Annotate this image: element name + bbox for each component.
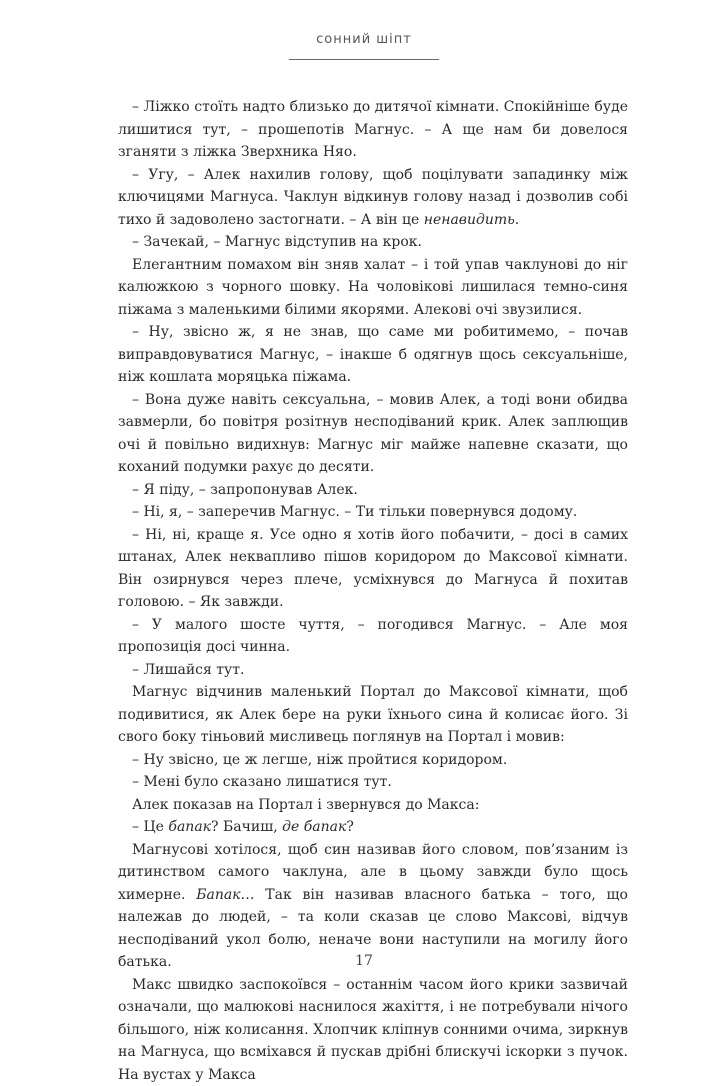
text-run: – Ну, звісно ж, я не знав, що саме ми робитимемо, – почав виправдовуватися Магнус, – інакше б одягнув щось сексуальніше, ніж кошлата моряцька піжама. bbox=[118, 324, 628, 385]
text-run: – Лишайся тут. bbox=[132, 662, 244, 678]
text-run: – Це bbox=[132, 819, 168, 835]
text-run: – Угу, – Алек нахилив голову, щоб поцілувати западинку між ключицями Магнуса. Чаклун відкинув голову назад і дозволив собі тихо й задоволено застогнати. – А він це bbox=[118, 167, 628, 228]
text-run: – У малого шосте чуття, – погодився Магнус. – Але моя пропозиція досі чинна. bbox=[118, 617, 628, 656]
italic-text: де бапак bbox=[282, 819, 346, 835]
running-title: сонний шіпт bbox=[0, 32, 728, 47]
text-run: – Ну звісно, це ж легше, ніж пройтися коридором. bbox=[132, 752, 507, 768]
paragraph bbox=[118, 681, 628, 749]
paragraph bbox=[118, 254, 628, 322]
running-header bbox=[0, 32, 728, 60]
text-run: Елегантним помахом він зняв халат – і той упав чаклунові до ніг калюжкою з чорного шовку. На чоловікові лишилася темно-синя піжама з маленькими білими якорями. Алекові очі звузилися. bbox=[118, 257, 628, 318]
paragraph bbox=[118, 749, 628, 772]
header-rule bbox=[289, 59, 439, 60]
paragraph bbox=[118, 524, 628, 614]
text-run: – Я піду, – запропонував Алек. bbox=[132, 482, 358, 498]
paragraph bbox=[118, 816, 628, 839]
paragraph bbox=[118, 389, 628, 479]
paragraph bbox=[118, 614, 628, 659]
italic-text: ненавидить bbox=[424, 212, 515, 228]
text-run: … Так він називав власного батька – того, що належав до людей, – та коли сказав це слово Максові, відчув несподіваний укол болю, неначе вони наступили на могилу його батька. bbox=[118, 887, 628, 971]
italic-text: бапак bbox=[168, 819, 211, 835]
text-run: – Ліжко стоїть надто близько до дитячої кімнати. Спокійніше буде лишитися тут, – прошепотів Магнус. – А ще нам би довелося зганяти з ліжка Зверхника Няо. bbox=[118, 99, 628, 160]
italic-text: Бапак bbox=[196, 887, 240, 903]
text-run: – Ні, ні, краще я. Усе одно я хотів його побачити, – досі в самих штанах, Алек неквапливо пішов коридором до Максової кімнати. Він озирнувся через плече, усміхнувся до Магнуса й похитав головою. – Як завжди. bbox=[118, 527, 628, 611]
text-run: Алек показав на Портал і звернувся до Макса: bbox=[132, 797, 479, 813]
text-run: Макс швидко заспокоївся – останнім часом його крики зазвичай означали, що малюкові наснилося жахіття, і не потребували нічого більшого, ніж колисання. Хлопчик кліпнув сонними очима, зиркнув на Магнуса, що всміхався й пускав дрібні блискучі іскорки з пучок. На вустах у Макса bbox=[118, 977, 628, 1083]
paragraph bbox=[118, 321, 628, 389]
text-run: – Мені було сказано лишатися тут. bbox=[132, 774, 392, 790]
text-run: ? Бачиш, bbox=[211, 819, 282, 835]
text-run: ? bbox=[346, 819, 354, 835]
paragraph bbox=[118, 96, 628, 164]
text-run: – Вона дуже навіть сексуальна, – мовив Алек, а тоді вони обидва завмерли, бо повітря розітнув несподіваний крик. Алек заплющив очі й повільно видихнув: Магнус міг майже напевне сказати, що коханий подумки рахує до десяти. bbox=[118, 392, 628, 476]
text-run: Магнусові хотілося, щоб син називав його словом, пов’язаним із дитинством самого чаклуна, але в цьому завжди було щось химерне. bbox=[118, 842, 628, 903]
page-number: 17 bbox=[0, 953, 728, 969]
text-run: – Ні, я, – заперечив Магнус. – Ти тільки повернувся додому. bbox=[132, 504, 577, 520]
body-text bbox=[118, 96, 628, 1086]
text-run: Магнус відчинив маленький Портал до Максової кімнати, щоб подивитися, як Алек бере на руки їхнього сина й колисає його. Зі свого боку тіньовий мисливець поглянув на Портал і мовив: bbox=[118, 684, 628, 745]
paragraph bbox=[118, 794, 628, 817]
paragraph bbox=[118, 501, 628, 524]
paragraph bbox=[118, 231, 628, 254]
paragraph bbox=[118, 659, 628, 682]
paragraph bbox=[118, 974, 628, 1086]
paragraph bbox=[118, 479, 628, 502]
paragraph bbox=[118, 164, 628, 232]
text-run: . bbox=[515, 212, 519, 228]
paragraph bbox=[118, 771, 628, 794]
text-run: – Зачекай, – Магнус відступив на крок. bbox=[132, 234, 422, 250]
